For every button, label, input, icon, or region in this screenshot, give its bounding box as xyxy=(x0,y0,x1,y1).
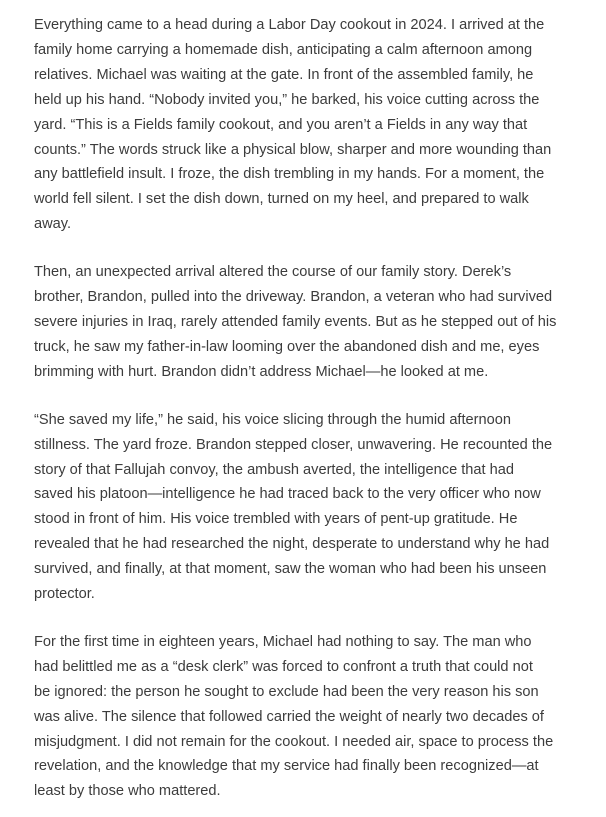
article-body xyxy=(34,13,578,804)
paragraph-4: For the first time in eighteen years, Michael had nothing to say. The man who had belittled me as a “desk clerk” was forced to confront a truth that could not be ignored: the person he sought to exclude had been the very reason his son was alive. The silence that followed carried the weight of nearly two decades of misjudgment. I did not remain for the cookout. I needed air, space to process the revelation, and the knowledge that my service had finally been recognized—at least by those who mattered. xyxy=(34,633,554,800)
paragraph-3: “She saved my life,” he said, his voice slicing through the humid afternoon stillness. The yard froze. Brandon stepped closer, unwavering. He recounted the story of that Fallujah convoy, the ambush averted, the intelligence that had saved his platoon—intelligence he had traced back to the very officer who now stood in front of him. His voice trembled with years of pent-up gratitude. He revealed that he had researched the night, desperate to understand why he had survived, and finally, at that moment, saw the woman who had been his unseen protector. xyxy=(34,411,553,603)
paragraph-2: Then, an unexpected arrival altered the course of our family story. Derek’s brother, Brandon, pulled into the driveway. Brandon, a veteran who had survived severe injuries in Iraq, rarely attended family events. But as he stepped out of his truck, he saw my father-in-law looming over the abandoned dish and me, eyes brimming with hurt. Brandon didn’t address Michael—he looked at me. xyxy=(34,264,557,380)
paragraph-1: Everything came to a head during a Labor Day cookout in 2024. I arrived at the family home carrying a homemade dish, anticipating a calm afternoon among relatives. Michael was waiting at the gate. In front of the assembled family, he held up his hand. “Nobody invited you,” he barked, his voice cutting across the yard. “This is a Fields family cookout, and you aren’t a Fields in any way that counts.” The words struck like a physical blow, sharper and more wounding than any battlefield insult. I froze, the dish trembling in my hands. For a moment, the world fell silent. I set the dish down, turned on my heel, and prepared to walk away. xyxy=(34,17,552,233)
